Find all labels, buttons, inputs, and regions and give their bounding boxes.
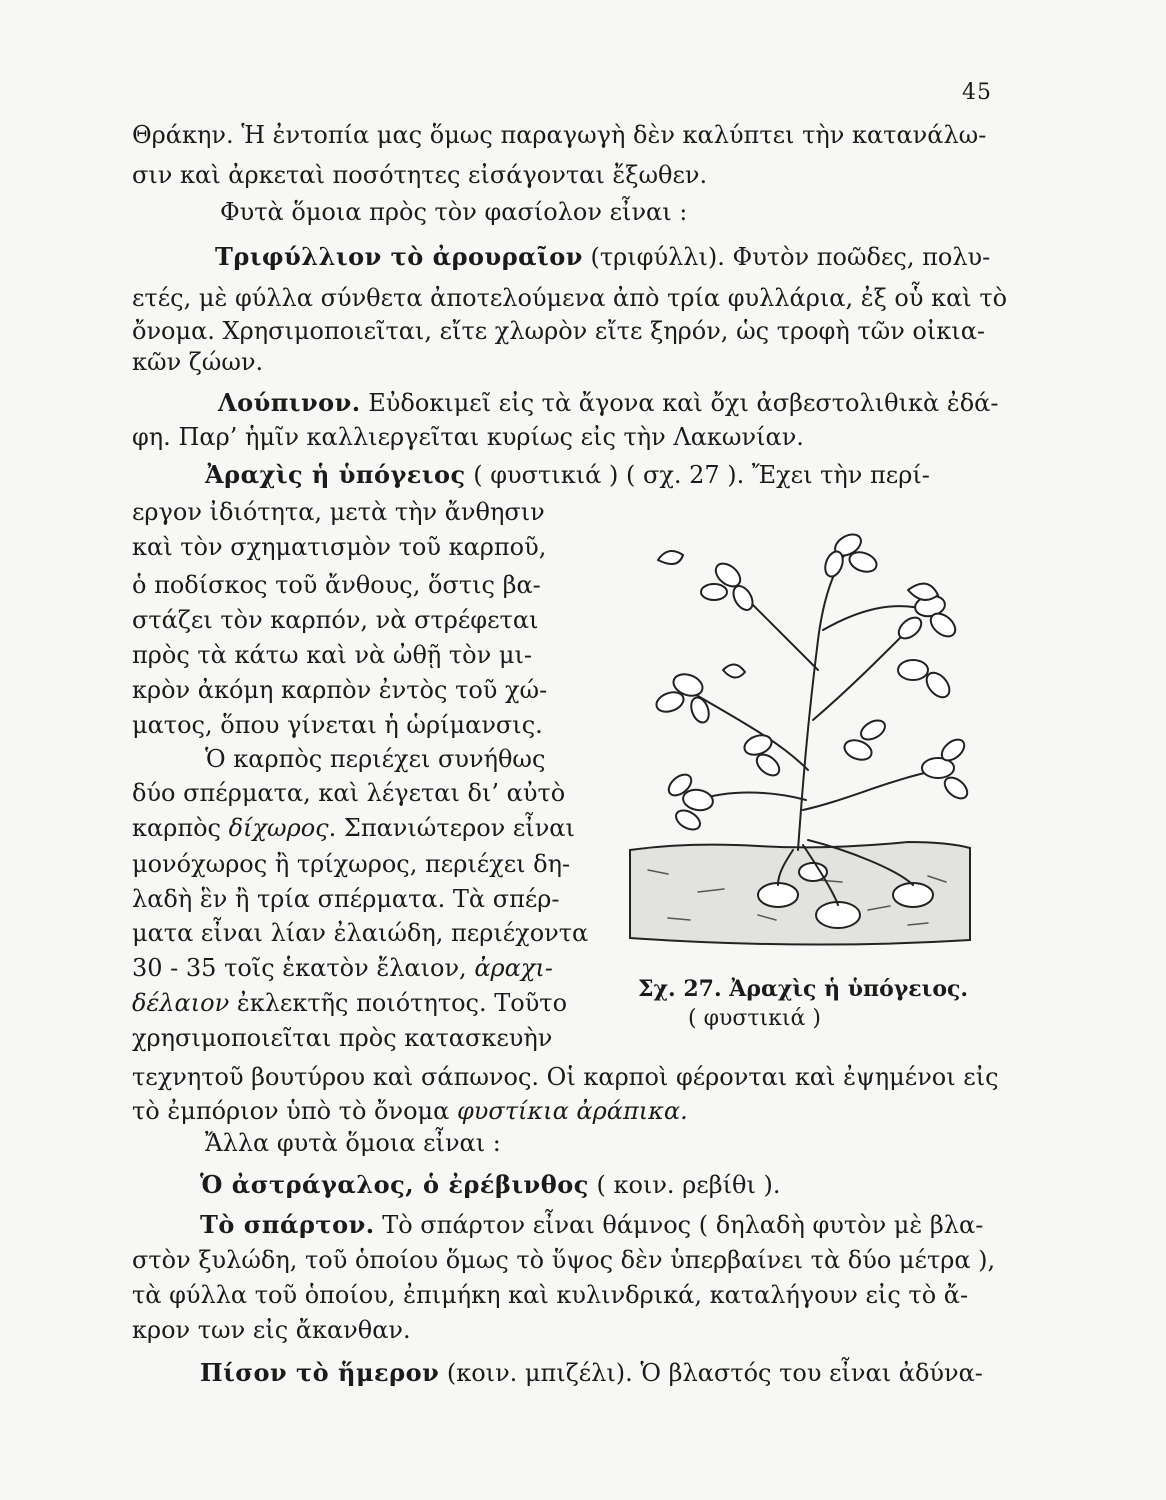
- text-line: μονόχωρος ἢ τρίχωρος, περιέχει δη-: [132, 850, 571, 878]
- text-line: τεχνητοῦ βουτύρου καὶ σάπωνος. Οἱ καρποὶ φέρονται καὶ ἐψημένοι εἰς: [132, 1063, 999, 1091]
- caption-title: Σχ. 27. Ἀραχὶς ἡ ὑπόγειος.: [638, 976, 969, 1002]
- term-spartion: Τὸ σπάρτον.: [200, 1210, 375, 1239]
- text-line: ὄνομα. Χρησιμοποιεῖται, εἴτε χλωρὸν εἴτε ξηρόν, ὡς τροφὴ τῶν οἰκια-: [132, 317, 986, 345]
- text-span: ( φυστικιά ) ( σχ. 27 ). Ἔχει τὴν περί-: [465, 461, 930, 489]
- term-arachidelaion: ἀραχι-: [474, 954, 553, 982]
- text-line: κρὸν ἀκόμη καρπὸν ἐντὸς τοῦ χώ-: [132, 676, 548, 704]
- text-line: στάζει τὸν καρπόν, νὰ στρέφεται: [132, 606, 539, 634]
- term-trifyllion: Τριφύλλιον τὸ ἀρουραῖον: [215, 242, 583, 271]
- term-arachidelaion-cont: δέλαιον: [132, 989, 230, 1017]
- text-span: 30 - 35 τοῖς ἑκατὸν ἔλαιον,: [132, 954, 475, 982]
- text-line: [200, 1358, 983, 1388]
- text-line: [132, 953, 553, 983]
- text-line: ετές, μὲ φύλλα σύνθετα ἀποτελούμενα ἀπὸ τρία φυλλάρια, ἐξ οὗ καὶ τὸ: [132, 284, 1008, 312]
- text-span: (κοιν. μπιζέλι). Ὁ βλαστός του εἶναι ἀδύνα-: [439, 1359, 983, 1387]
- text-line: [218, 388, 998, 418]
- caption-subtitle: ( φυστικιά ): [688, 1006, 821, 1031]
- text-line: [200, 1170, 780, 1200]
- text-line: [132, 813, 575, 843]
- text-line: λαδὴ ἓν ἢ τρία σπέρματα. Τὰ σπέρ-: [132, 885, 560, 913]
- text-span: καρπὸς: [132, 814, 229, 842]
- figure-caption: [638, 975, 969, 1031]
- text-line: [205, 460, 930, 490]
- text-span: ἐκλεκτῆς ποιότητος. Τοῦτο: [229, 989, 568, 1017]
- text-line: ματα εἶναι λίαν ἐλαιώδη, περιέχοντα: [132, 919, 589, 947]
- text-line: τὰ φύλλα τοῦ ὁποίου, ἐπιμήκη καὶ κυλινδρικά, καταλήγουν εἰς τὸ ἄ-: [132, 1281, 969, 1309]
- term-arachis: Ἀραχὶς ἡ ὑπόγειος: [205, 460, 466, 489]
- text-span: τὸ ἐμπόριον ὑπὸ τὸ ὄνομα: [132, 1097, 457, 1125]
- text-span: ( κοιν. ρεβίθι ).: [588, 1171, 781, 1199]
- term-fystikia: φυστίκια ἀράπικα.: [456, 1097, 688, 1125]
- text-line: ματος, ὅπου γίνεται ἡ ὡρίμανσις.: [132, 711, 543, 739]
- text-line: Ἄλλα φυτὰ ὅμοια εἶναι :: [205, 1129, 501, 1157]
- text-line: σιν καὶ ἀρκεταὶ ποσότητες εἰσάγονται ἔξωθεν.: [132, 161, 708, 189]
- term-pison: Πίσον τὸ ἥμερον: [200, 1358, 440, 1387]
- text-line: στὸν ξυλώδη, τοῦ ὁποίου ὅμως τὸ ὕψος δὲν ὑπερβαίνει τὰ δύο μέτρα ),: [132, 1246, 996, 1274]
- text-line: φη. Παρ’ ἡμῖν καλλιεργεῖται κυρίως εἰς τὴν Λακωνίαν.: [132, 423, 804, 451]
- text-line: [200, 1210, 983, 1240]
- text-line: [132, 988, 567, 1018]
- term-astragalos: Ὁ ἀστράγαλος, ὁ ἐρέβινθος: [200, 1170, 589, 1199]
- text-line: χρησιμοποιεῖται πρὸς κατασκευὴν: [132, 1024, 553, 1052]
- figure-peanut-plant: [608, 520, 978, 960]
- text-span: Εὐδοκιμεῖ εἰς τὰ ἄγονα καὶ ὄχι ἀσβεστολιθικὰ ἐδά-: [360, 389, 999, 417]
- text-line: πρὸς τὰ κάτω καὶ νὰ ὠθῇ τὸν μι-: [132, 641, 532, 669]
- text-line: καὶ τὸν σχηματισμὸν τοῦ καρποῦ,: [132, 533, 547, 561]
- text-span: Τὸ σπάρτον εἶναι θάμνος ( δηλαδὴ φυτὸν μὲ βλα-: [374, 1211, 984, 1239]
- term-loupinon: Λούπινον.: [218, 388, 361, 417]
- text-line: δύο σπέρματα, καὶ λέγεται δι’ αὐτὸ: [132, 779, 566, 807]
- peanut-plant-icon: [608, 520, 978, 960]
- text-line: εργον ἰδιότητα, μετὰ τὴν ἄνθησιν: [132, 498, 545, 526]
- text-line: κρον των εἰς ἄκανθαν.: [132, 1316, 411, 1344]
- term-dichoros: δίχωρος: [228, 814, 329, 842]
- text-line: Θράκην. Ἡ ἐντοπία μας ὅμως παραγωγὴ δὲν καλύπτει τὴν κατανάλω-: [132, 121, 987, 149]
- text-line: ὁ ποδίσκος τοῦ ἄνθους, ὅστις βα-: [132, 571, 541, 599]
- text-span: . Σπανιώτερον εἶναι: [328, 814, 575, 842]
- text-span: (τριφύλλι). Φυτὸν ποῶδες, πολυ-: [582, 243, 991, 271]
- page-number: 45: [962, 80, 992, 105]
- text-line: Φυτὰ ὅμοια πρὸς τὸν φασίολον εἶναι :: [220, 198, 688, 226]
- text-line: [215, 242, 990, 272]
- text-line: [132, 1096, 688, 1126]
- text-line: κῶν ζώων.: [132, 348, 264, 376]
- text-line: Ὁ καρπὸς περιέχει συνήθως: [205, 745, 546, 773]
